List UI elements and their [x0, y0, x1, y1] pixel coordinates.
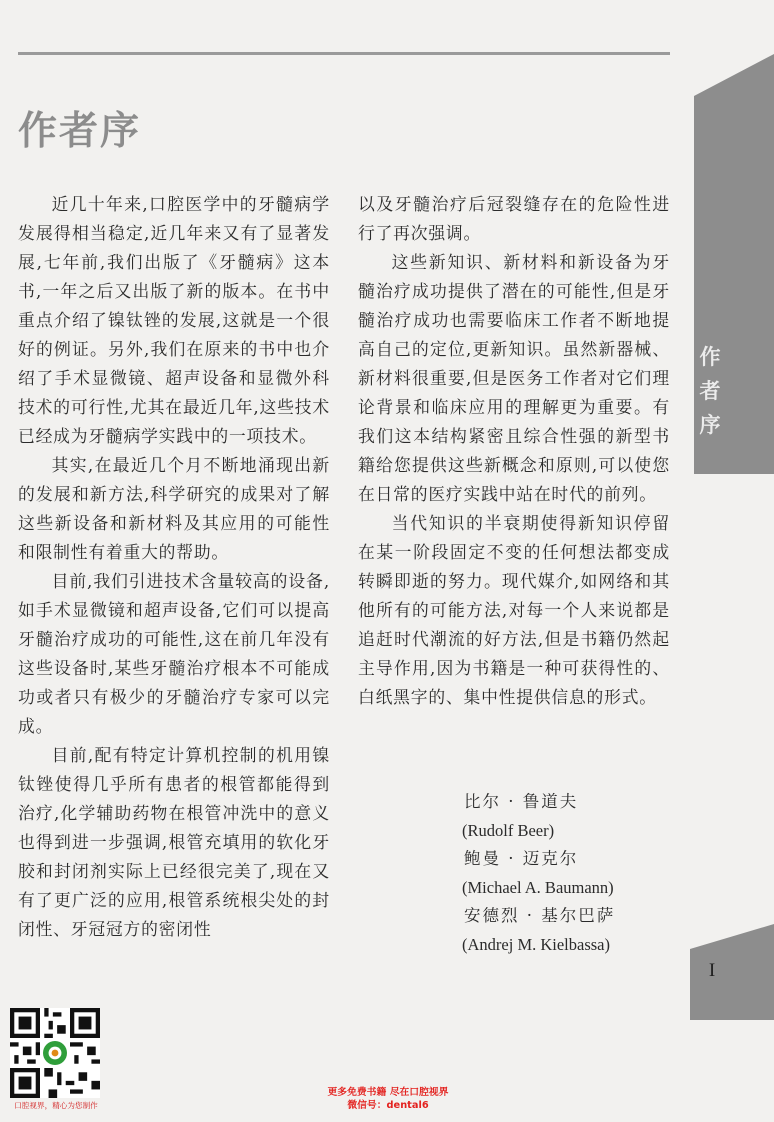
author-name-en: (Michael A. Baumann): [462, 877, 614, 897]
header-rule: [18, 52, 670, 55]
left-text-column: [18, 190, 330, 944]
page-number: I: [708, 960, 716, 981]
side-tab-label: 作者序: [699, 344, 721, 437]
author-name-cn: 比尔 · 鲁道夫: [464, 792, 579, 811]
paragraph: 其实,在最近几个月不断地涌现出新的发展和新方法,科学研究的成果对了解这些新设备和新材料及其应用的可能性和限制性有着重大的帮助。: [18, 455, 330, 562]
paragraph-continuation: 以及牙髓治疗后冠裂缝存在的危险性进行了再次强调。: [358, 194, 670, 243]
page-title: 作者序: [18, 108, 142, 154]
paragraph: 目前,我们引进技术含量较高的设备,如手术显微镜和超声设备,它们可以提高牙髓治疗成功的可能性,这在前几年没有这些设备时,某些牙髓治疗根本不可能成功或者只有极少的牙髓治疗专家可以完成。: [18, 571, 330, 736]
paragraph: 近几十年来,口腔医学中的牙髓病学发展得相当稳定,近几年来又有了显著发展,七年前,我们出版了《牙髓病》这本书,一年之后又出版了新的版本。在书中重点介绍了镍钛锉的发展,这就是一个很好的例证。另外,我们在原来的书中也介绍了手术显微镜、超声设备和显微外科技术的可行性,尤其在最近几年,这些技术已经成为牙髓病学实践中的一项技术。: [18, 194, 330, 446]
author-name-en: (Rudolf Beer): [462, 820, 555, 840]
author-name-cn: 安德烈 · 基尔巴萨: [464, 906, 616, 926]
promo-banner: [308, 1087, 468, 1112]
qr-caption: 口腔视界，精心为您制作: [14, 1101, 98, 1110]
qr-code-icon: [10, 1008, 100, 1098]
promo-line: 更多免费书籍 尽在口腔视界: [327, 1087, 449, 1098]
promo-line: 微信号：dental6: [347, 1099, 429, 1111]
right-text-column: [358, 190, 670, 712]
author-signatures: [458, 788, 678, 960]
author-name-en: (Andrej M. Kielbassa): [462, 934, 611, 954]
paragraph: 目前,配有特定计算机控制的机用镍钛锉使得几乎所有患者的根管都能得到治疗,化学辅助药物在根管冲洗中的意义也得到进一步强调,根管充填用的软化牙胶和封闭剂实际上已经很完美了,现在又有了更广泛的应用,根管系统根尖处的封闭性、牙冠冠方的密闭性: [18, 745, 330, 939]
paragraph: 当代知识的半衰期使得新知识停留在某一阶段固定不变的任何想法都变成转瞬即逝的努力。现代媒介,如网络和其他所有的可能方法,对每一个人来说都是追赶时代潮流的好方法,但是书籍仍然起主导作用,因为书籍是一种可获得性的、白纸黑字的、集中性提供信息的形式。: [358, 513, 670, 707]
paragraph: 这些新知识、新材料和新设备为牙髓治疗成功提供了潜在的可能性,但是牙髓治疗成功也需要临床工作者不断地提高自己的定位,更新知识。虽然新器械、新材料很重要,但是医务工作者对它们理论背景和临床应用的理解更为重要。有我们这本结构紧密且综合性强的新型书籍给您提供这些新概念和原则,可以使您在日常的医疗实践中站在时代的前列。: [358, 252, 670, 504]
author-name-cn: 鲍曼 · 迈克尔: [464, 849, 579, 869]
